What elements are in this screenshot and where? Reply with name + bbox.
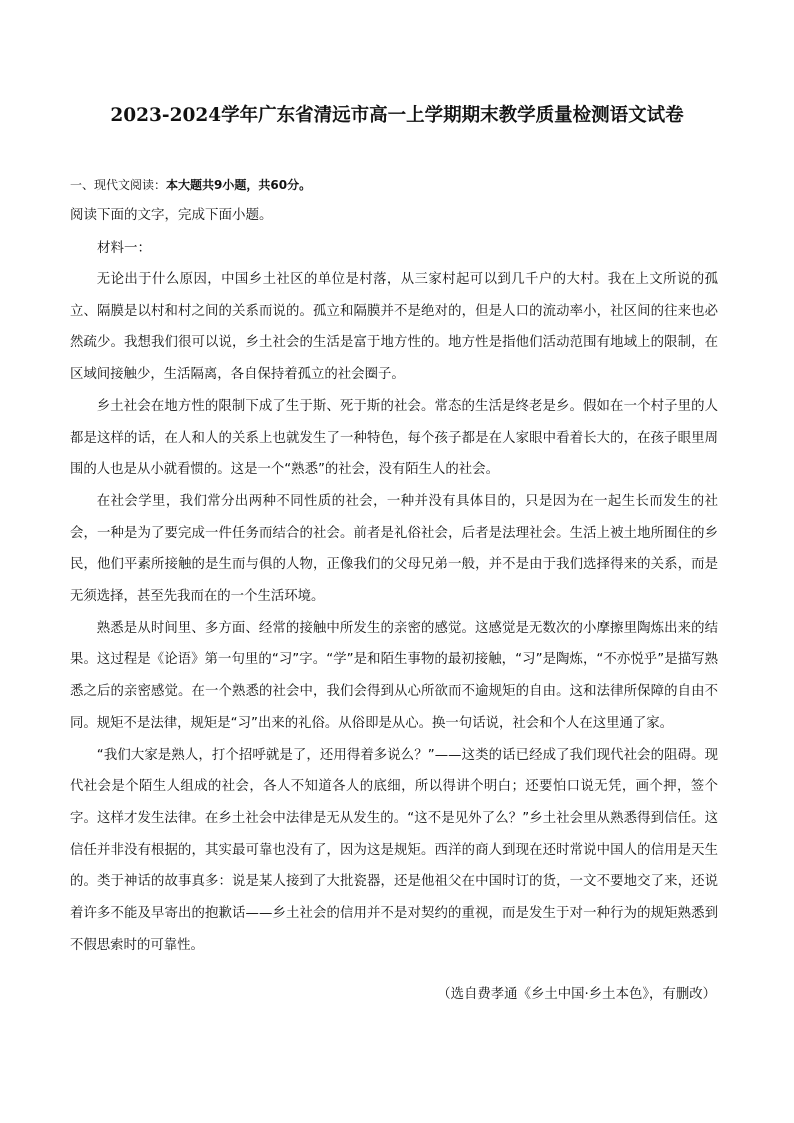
passage-body [70,264,718,961]
paragraph: 无论出于什么原因，中国乡土社区的单位是村落，从三家村起可以到几千户的大村。我在上文所说的孤立、隔膜是以村和村之间的关系而说的。孤立和隔膜并不是绝对的，但是人口的流动率小，社区间的往来也必然疏少。我想我们很可以说，乡土社会的生活是富于地方性的。地方性是指他们活动范围有地域上的限制，在区域间接触少，生活隔离，各自保持着孤立的社会圈子。 [70,272,718,383]
section-heading [70,176,311,194]
section-detail: 本大题共9小题，共60分。 [166,178,312,192]
paragraph: 熟悉是从时间里、多方面、经常的接触中所发生的亲密的感觉。这感觉是无数次的小摩擦里陶炼出来的结果。这过程是《论语》第一句里的“习”字。“学”是和陌生事物的最初接触，“习”是陶炼，“不亦悦乎”是描写熟悉之后的亲密感觉。在一个熟悉的社会中，我们会得到从心所欲而不逾规矩的自由。这和法律所保障的自由不同。规矩不是法律，规矩是“习”出来的礼俗。从俗即是从心。换一句话说，社会和个人在这里通了家。 [70,620,718,731]
paragraph: “我们大家是熟人，打个招呼就是了，还用得着多说么？”——这类的话已经成了我们现代社会的阻碍。现代社会是个陌生人组成的社会，各人不知道各人的底细，所以得讲个明白；还要怕口说无凭，画个押，签个字。这样才发生法律。在乡土社会中法律是无从发生的。“这不是见外了么？”乡土社会里从熟悉得到信任。这信任并非没有根据的，其实最可靠也没有了，因为这是规矩。西洋的商人到现在还时常说中国人的信用是天生的。类于神话的故事真多：说是某人接到了大批瓷器，还是他祖父在中国时订的货，一文不要地交了来，还说着许多不能及早寄出的抱歉话——乡土社会的信用并不是对契约的重视，而是发生于对一种行为的规矩熟悉到不假思索时的可靠性。 [70,747,718,953]
paragraph: 在社会学里，我们常分出两种不同性质的社会，一种并没有具体目的，只是因为在一起生长而发生的社会，一种是为了要完成一件任务而结合的社会。前者是礼俗社会，后者是法理社会。生活上被土地所囿住的乡民，他们平素所接触的是生而与俱的人物，正像我们的父母兄弟一般，并不是由于我们选择得来的关系，而是无须选择，甚至先我而在的一个生活环境。 [70,493,718,605]
reading-instruction: 阅读下面的文字，完成下面小题。 [70,207,273,223]
paragraph: 乡土社会在地方性的限制下成了生于斯、死于斯的社会。常态的生活是终老是乡。假如在一个村子里的人都是这样的话，在人和人的关系上也就发生了一种特色，每个孩子都是在人家眼中看着长大的，在孩子眼里周围的人也是从小就看惯的。这是一个“熟悉”的社会，没有陌生人的社会。 [70,398,718,478]
material-label: 材料一： [97,240,151,256]
page-title: 2023-2024学年广东省清远市高一上学期期末教学质量检测语文试卷 [110,105,684,126]
section-prefix: 一、现代文阅读： [70,178,167,192]
source-citation: （选自费孝通《乡土中国·乡土本色》，有删改） [437,987,716,1002]
